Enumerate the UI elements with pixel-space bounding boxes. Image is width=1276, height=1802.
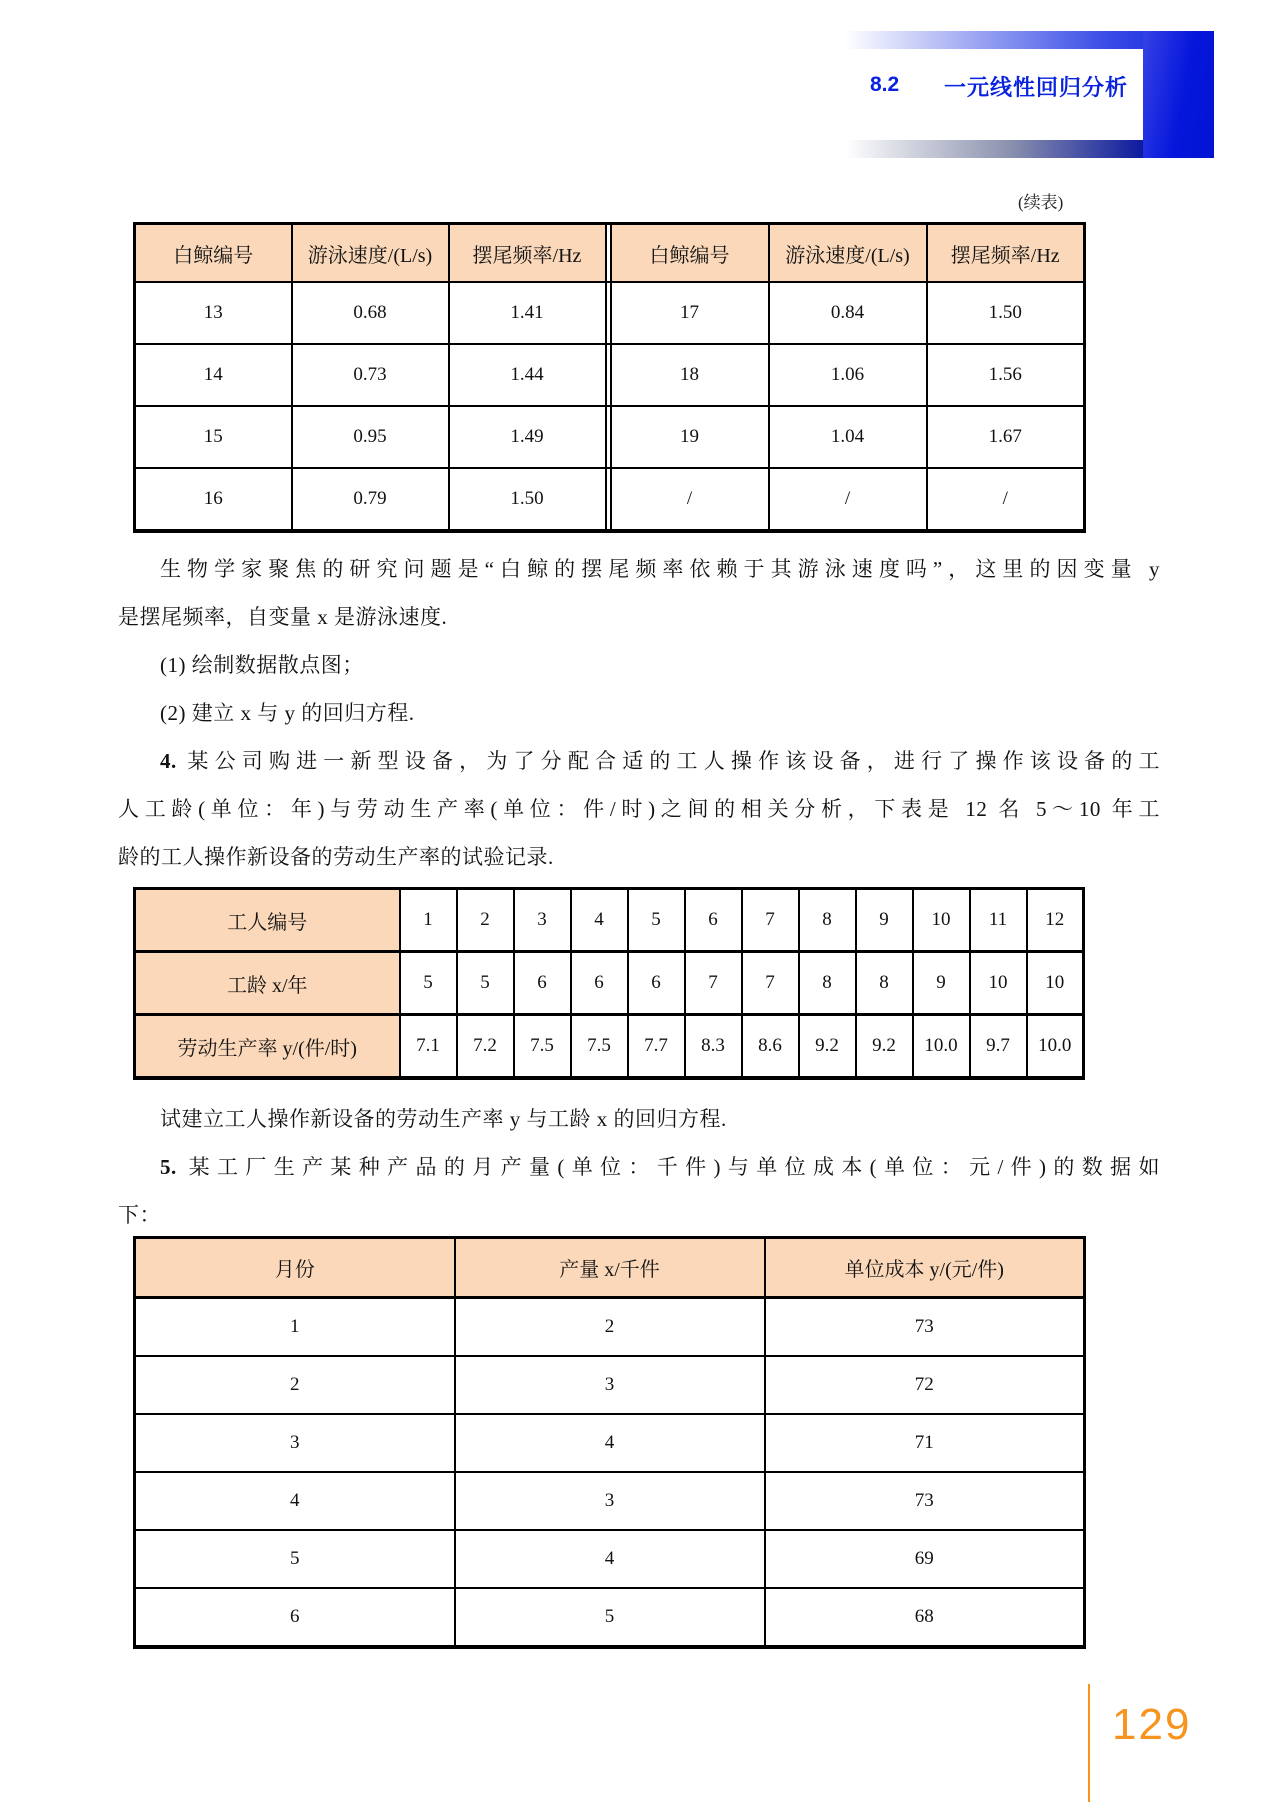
table-cell: 0.68 [292,282,449,344]
table-cell: 9 [856,889,913,952]
table-cell: 8.3 [685,1015,742,1079]
paragraph-line: 试建立工人操作新设备的劳动生产率 y 与工龄 x 的回归方程. [160,1107,727,1131]
table-row [135,282,1085,344]
list-item: (2) 建立 x 与 y 的回归方程. [160,701,415,725]
table-cell: 8.6 [742,1015,799,1079]
paragraph-line: 人工龄(单位：年)与劳动生产率(单位：件/时)之间的相关分析，下表是 12 名 5～10 年工 [118,797,1160,821]
paragraph-line: 生物学家聚焦的研究问题是“白鲸的摆尾频率依赖于其游泳速度吗”，这里的因变量 y [160,557,1160,581]
table-row [135,1588,1085,1647]
table-cell: 7.1 [400,1015,457,1079]
paragraph-line: 龄的工人操作新设备的劳动生产率的试验记录. [118,845,554,869]
column-header: 白鲸编号 [611,224,769,283]
table-cell: 1.56 [927,344,1085,406]
table-cell: 11 [970,889,1027,952]
table-cell: 6 [685,889,742,952]
table-cell: 1.50 [927,282,1085,344]
body-text-block-2 [118,1095,1160,1239]
table-cell: 5 [455,1588,765,1647]
table-cell: 73 [765,1298,1085,1357]
table-cell: 1.06 [769,344,927,406]
table-cell: 9.2 [799,1015,856,1079]
row-header: 劳动生产率 y/(件/时) [135,1015,400,1079]
table-cell: 0.73 [292,344,449,406]
row-header: 工龄 x/年 [135,952,400,1015]
table-cell: 10 [1027,952,1084,1015]
row-header: 工人编号 [135,889,400,952]
table-cell: 69 [765,1530,1085,1588]
table-cell: 2 [457,889,514,952]
table-cell: 9.7 [970,1015,1027,1079]
table-cell: 18 [611,344,769,406]
table-row [135,889,1084,952]
table-row [135,952,1084,1015]
table-row [135,1414,1085,1472]
table-cell: 7.2 [457,1015,514,1079]
table-cell: 73 [765,1472,1085,1530]
paragraph-line: 是摆尾频率，自变量 x 是游泳速度. [118,605,448,629]
table-cell: 6 [514,952,571,1015]
table-cell: 9 [913,952,970,1015]
table-cell: 71 [765,1414,1085,1472]
table-cell: 6 [628,952,685,1015]
problem-number: 4. [160,749,177,773]
column-header: 游泳速度/(L/s) [292,224,449,283]
header-blue-block [1143,31,1214,158]
table-cell: / [769,468,927,531]
column-header: 摆尾频率/Hz [449,224,606,283]
table-cell: 3 [135,1414,455,1472]
table-cell: 6 [135,1588,455,1647]
table-row [135,1472,1085,1530]
section-title: 一元线性回归分析 [944,75,1129,100]
table-cell: 8 [799,889,856,952]
table-cell: 1.04 [769,406,927,468]
table-cell: 10.0 [913,1015,970,1079]
table-cell: / [611,468,769,531]
table-row [135,1298,1085,1357]
table-cell: 4 [455,1414,765,1472]
paragraph-line: 下： [118,1203,161,1227]
table-cell: 13 [135,282,292,344]
whale-data-table [133,222,1086,533]
column-header: 摆尾频率/Hz [927,224,1085,283]
table-cell: 7 [742,889,799,952]
table-cell: 5 [628,889,685,952]
paragraph-line [118,737,1160,785]
table-cell: 4 [455,1530,765,1588]
table-cell: 1.41 [449,282,606,344]
table-cell: 15 [135,406,292,468]
table-cell: 5 [400,952,457,1015]
table-row [135,1530,1085,1588]
table-cell: 1.67 [927,406,1085,468]
column-header: 白鲸编号 [135,224,292,283]
column-header: 月份 [135,1238,455,1298]
table-row [135,1015,1084,1079]
continued-table-label: (续表) [1018,193,1064,212]
table-cell: 3 [455,1356,765,1414]
table-cell: 7 [742,952,799,1015]
table-cell: 9.2 [856,1015,913,1079]
header-gradient-bar-bottom [845,140,1143,158]
table-cell: 3 [455,1472,765,1530]
table-cell: 1.49 [449,406,606,468]
table-cell: 10.0 [1027,1015,1084,1079]
table-cell: 8 [799,952,856,1015]
table-cell: 14 [135,344,292,406]
table-row [135,468,1085,531]
table-cell: 4 [571,889,628,952]
column-header: 游泳速度/(L/s) [769,224,927,283]
table-cell: 17 [611,282,769,344]
table-cell: 7 [685,952,742,1015]
column-header: 产量 x/千件 [455,1238,765,1298]
table-cell: 1 [135,1298,455,1357]
table-cell: 0.79 [292,468,449,531]
table-cell: 7.5 [514,1015,571,1079]
list-item: (1) 绘制数据散点图； [160,653,364,677]
table-cell: 7.7 [628,1015,685,1079]
table-cell: 10 [913,889,970,952]
table-cell: 68 [765,1588,1085,1647]
paragraph-line [118,1143,1160,1191]
table-cell: 4 [135,1472,455,1530]
table-header-row [135,1238,1085,1298]
table-row [135,1356,1085,1414]
table-cell: 5 [135,1530,455,1588]
table-row [135,406,1085,468]
table-cell: 10 [970,952,1027,1015]
problem-number: 5. [160,1155,177,1179]
table-cell: 16 [135,468,292,531]
section-number: 8.2 [870,73,900,96]
table-header-row [135,224,1085,283]
monthly-cost-table [133,1236,1086,1649]
table-cell: / [927,468,1085,531]
table-cell: 1.50 [449,468,606,531]
table-cell: 3 [514,889,571,952]
table-cell: 7.5 [571,1015,628,1079]
table-cell: 6 [571,952,628,1015]
table-cell: 8 [856,952,913,1015]
table-cell: 72 [765,1356,1085,1414]
column-header: 单位成本 y/(元/件) [765,1238,1085,1298]
table-cell: 5 [457,952,514,1015]
footer-accent-rule [1088,1684,1090,1802]
table-cell: 2 [455,1298,765,1357]
paragraph-text: 某工厂生产某种产品的月产量(单位：千件)与单位成本(单位：元/件)的数据如 [181,1155,1160,1179]
table-cell: 1 [400,889,457,952]
page-number: 129 [1112,1700,1192,1749]
table-row [135,344,1085,406]
table-cell: 0.84 [769,282,927,344]
table-cell: 1.44 [449,344,606,406]
table-cell: 19 [611,406,769,468]
body-text-block-1 [118,545,1160,881]
worker-productivity-table [133,887,1085,1080]
table-cell: 0.95 [292,406,449,468]
paragraph-text: 某公司购进一新型设备，为了分配合适的工人操作该设备，进行了操作该设备的工 [181,749,1160,773]
table-cell: 2 [135,1356,455,1414]
table-cell: 12 [1027,889,1084,952]
